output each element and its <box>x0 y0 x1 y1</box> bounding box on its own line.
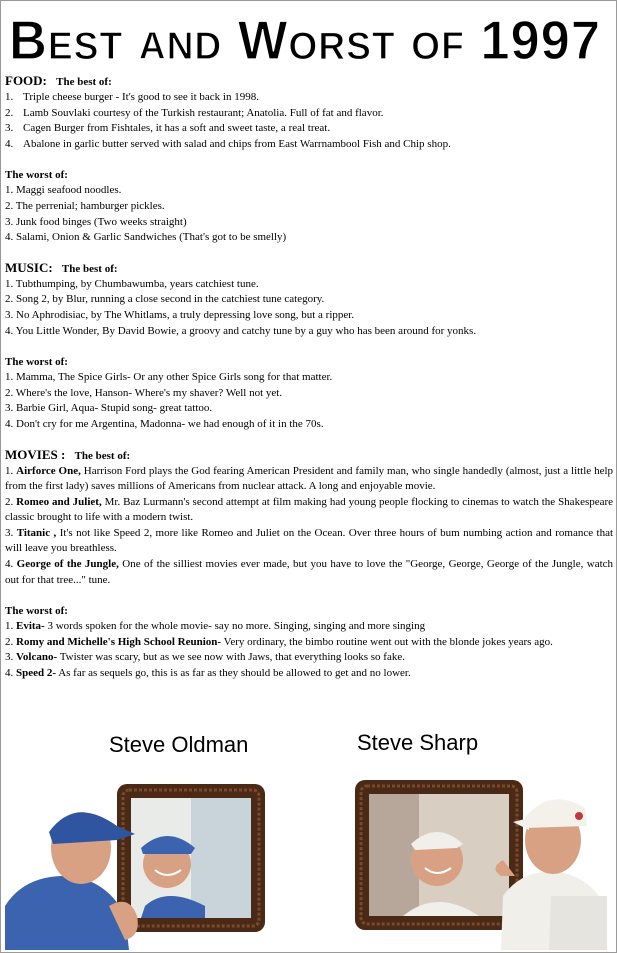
list-item: 3. Cagen Burger from Fishtales, it has a soft and sweet taste, a real treat. <box>5 122 331 135</box>
music-worst-label: The worst of: <box>5 356 68 369</box>
food-heading <box>5 73 613 90</box>
list-item: 4. You Little Wonder, By David Bowie, a groovy and catchy tune by a guy who has been around for yonks. <box>5 324 477 337</box>
list-item: 3. Barbie Girl, Aqua- Stupid song- great tattoo. <box>5 402 213 415</box>
list-item: 4. Speed 2- As far as sequels go, this is as far as they should be allowed to get and no lower. <box>5 667 411 680</box>
list-item: 4. Salami, Onion & Garlic Sandwiches (That's got to be smelly) <box>5 231 287 244</box>
list-item: 3. Titanic , It's not like Speed 2, more like Romeo and Juliet on the Ocean. Over three hours of bum numbing action and romance that will leave you breathless. <box>5 526 614 555</box>
music-worst-list <box>5 370 613 432</box>
list-item: 1. Airforce One, Harrison Ford plays the God fearing American President and family man, who single handedly (almost, just a little help from the first lady) saves millions of Americans from nuclear attack. A long and enjoyable movie. <box>5 464 614 493</box>
list-item: 2. Where's the love, Hanson- Where's my shaver? Well not yet. <box>5 386 283 399</box>
title-text: Best and Worst of 1997 <box>9 9 601 69</box>
list-item: 3. Volcano- Twister was scary, but as we see now with Jaws, that everything looks so fake. <box>5 651 405 664</box>
food-best-list <box>5 90 613 152</box>
food-worst-label: The worst of: <box>5 169 68 182</box>
article-body <box>5 73 613 682</box>
movies-section <box>5 447 613 682</box>
list-item: 3. No Aphrodisiac, by The Whitlams, a truly depressing love song, but a ripper. <box>5 308 355 321</box>
list-item: 4. George of the Jungle, One of the silliest movies ever made, but you have to love the "George, George, George of the Jungle, watch out for that tree..." tune. <box>5 558 614 586</box>
left-photo-caption: Steve Oldman <box>109 732 249 757</box>
movies-worst-label: The worst of: <box>5 605 68 618</box>
list-item: 2. Romy and Michelle's High School Reunion- Very ordinary, the bimbo routine went out with the blonde jokes years ago. <box>5 635 553 648</box>
movies-heading-label: MOVIES : <box>5 446 66 462</box>
list-item: 2. The perrenial; hamburger pickles. <box>5 199 165 212</box>
page-title <box>7 3 607 69</box>
list-item: 1. Tubthumping, by Chumbawumba, years catchiest tune. <box>5 277 259 290</box>
photos-area <box>1 726 616 952</box>
list-item: 4. Don't cry for me Argentina, Madonna- we had enough of it in the 70s. <box>5 417 324 430</box>
movies-best-list <box>5 464 613 589</box>
list-item: 2. Song 2, by Blur, running a close second in the catchiest tune category. <box>5 293 325 306</box>
list-item: 1. Maggi seafood noodles. <box>5 184 122 197</box>
music-heading-label: MUSIC: <box>5 259 53 275</box>
music-section <box>5 260 613 433</box>
list-item: 1. Triple cheese burger - It's good to see it back in 1998. <box>5 91 259 103</box>
list-item: 1. Evita- 3 words spoken for the whole movie- say no more. Singing, singing and more singing <box>5 620 426 633</box>
right-photo-illustration <box>353 756 613 950</box>
mirror-frame <box>117 784 265 932</box>
list-item: 2. Lamb Souvlaki courtesy of the Turkish restaurant; Anatolia. Full of fat and flavor. <box>5 106 384 119</box>
music-best-list <box>5 277 613 339</box>
list-item: 2. Romeo and Juliet, Mr. Baz Lurmann's second attempt at film making had young people flocking to cinemas to watch the Shakespeare classic brought to life with a modern twist. <box>5 495 614 524</box>
right-photo-caption: Steve Sharp <box>357 730 479 755</box>
food-heading-label: FOOD: <box>5 73 47 88</box>
list-item: 3. Junk food binges (Two weeks straight) <box>5 215 187 228</box>
food-best-label: The best of: <box>56 76 112 88</box>
movies-worst-list <box>5 619 613 681</box>
left-photo-illustration <box>5 756 275 950</box>
music-best-label: The best of: <box>61 262 118 275</box>
food-worst-list <box>5 183 613 245</box>
food-section <box>5 73 613 246</box>
movies-best-label: The best of: <box>74 449 131 462</box>
movies-heading <box>5 447 613 464</box>
mirror-frame <box>355 780 523 930</box>
list-item: 1. Mamma, The Spice Girls- Or any other Spice Girls song for that matter. <box>5 371 333 384</box>
music-heading <box>5 260 613 277</box>
list-item: 4. Abalone in garlic butter served with salad and chips from East Warrnambool Fish and Chip shop. <box>5 137 451 150</box>
